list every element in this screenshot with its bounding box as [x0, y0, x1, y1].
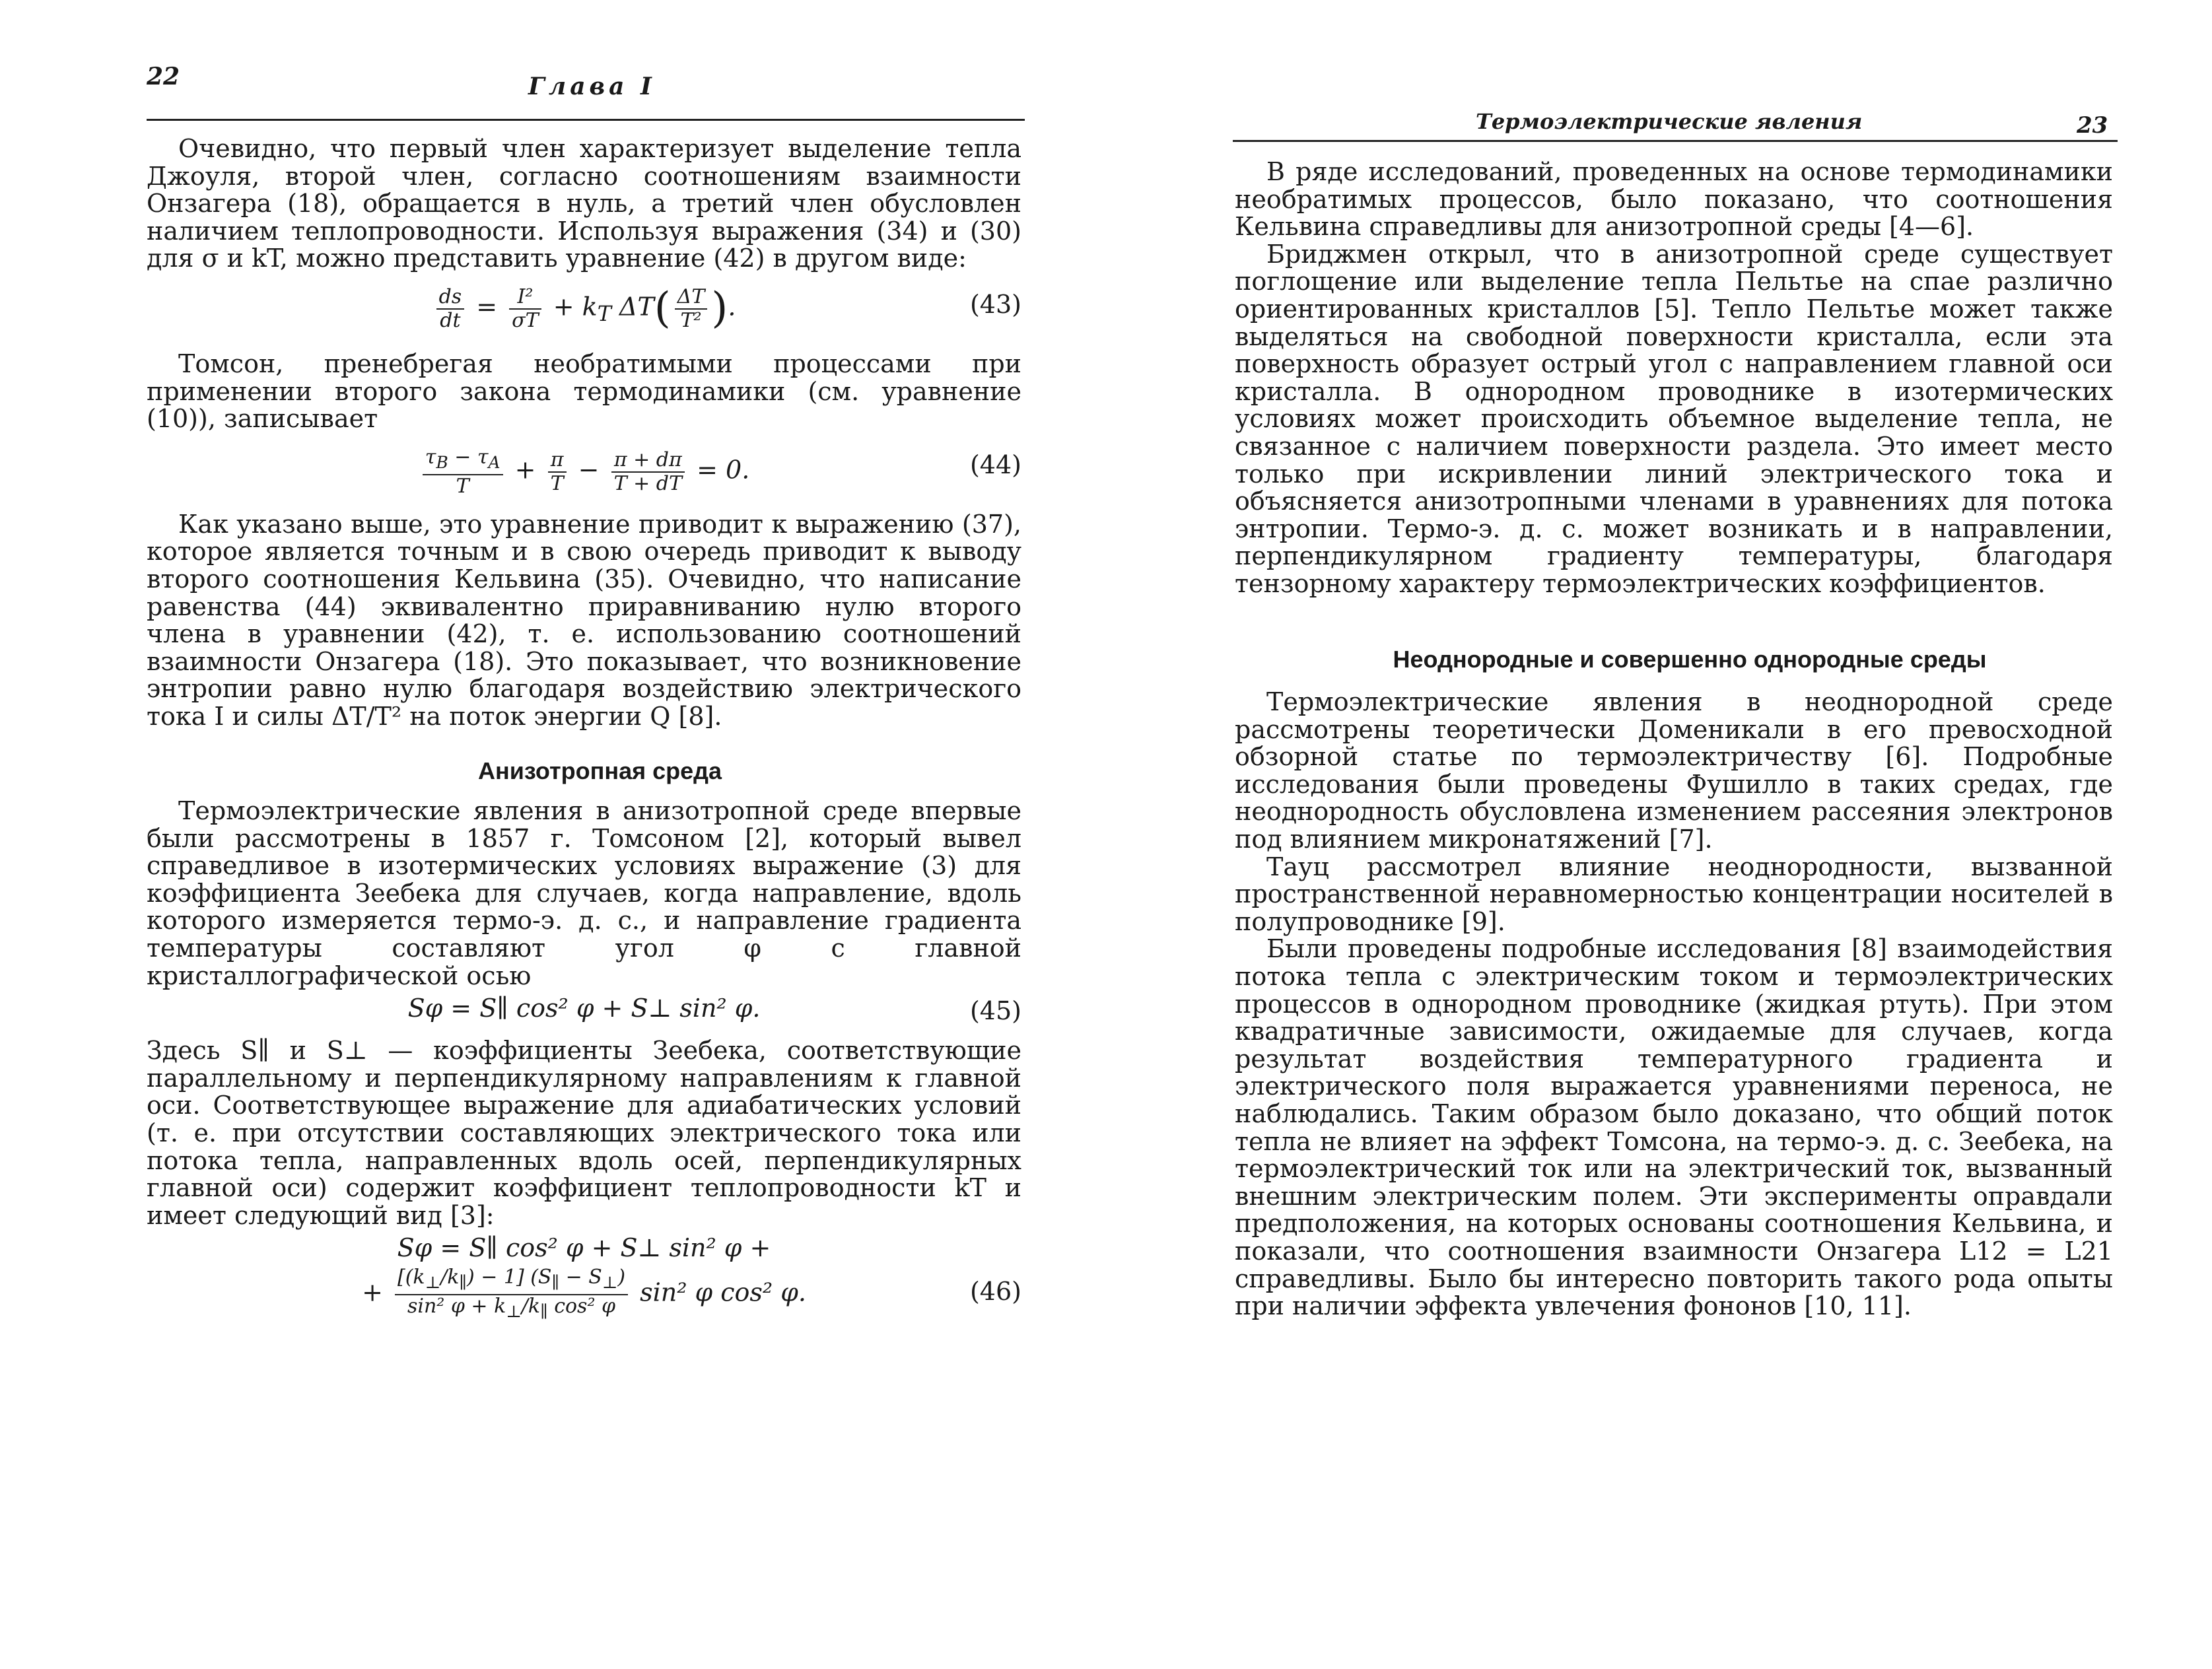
paragraph: Бриджмен открыл, что в анизотропной среде существует поглощение или выделение тепла Пельтье на спае различно ориентированных кристаллов [5]. Тепло Пельтье может также выделяться на свободной поверхности кристалла, если эта поверхность образует острый угол с направлением главной оси кристалла. В однородном проводнике в изотермических условиях может происходить объемное выделение тепла, не связанное с наличием поверхности раздела. Это имеет место только при искривлении линий электрического тока и объясняется анизотропными членами в уравнениях для потока энтропии. Термо-э. д. с. может возникать и в направлении, перпендикулярном градиенту температуры, благодаря тензорному характеру термоэлектрических коэффициентов. — [1235, 239, 2113, 598]
paragraph: Термоэлектрические явления в анизотропной среде впервые были рассмотрены в 1857 г. Томсоном [2], который вывел справедливое в изотермических условиях выражение (3) для коэффициента Зеебека для случаев, когда направление, вдоль которого измеряется термо-э. д. с., и направление градиента температуры составляют угол φ с главной кристаллографической осью — [147, 796, 1021, 990]
page-number-left: 22 — [147, 63, 180, 90]
equation-44 — [147, 433, 1021, 511]
paragraph: В ряде исследований, проведенных на основе термодинамики необратимых процессов, было показано, что соотношения Кельвина справедливы для анизотропной среды [4—6]. — [1235, 157, 2113, 242]
equation-45 — [147, 990, 1021, 1037]
equation-44-expression: $\frac{\tau_B - \tau_A}{T}$ + $\frac{\pi}{T}$ − $\frac{\pi + d\pi}{T + dT}$ = 0. — [147, 446, 1021, 498]
paragraph: Томсон, пренебрегая необратимыми процессами при применении второго закона термодинамики (см. уравнение (10)), записывает — [147, 349, 1021, 434]
equation-43 — [147, 273, 1021, 351]
equation-43-number: (43) — [969, 289, 1021, 319]
page-number-right: 23 — [2077, 112, 2108, 139]
right-page — [1106, 0, 2212, 1669]
paragraph: Здесь S∥ и S⊥ — коэффициенты Зеебека, соответствующие параллельному и перпендикулярному направлениям к главной оси. Соответствующее выражение для адиабатических условий (т. е. при отсутствии составляющих электрического тока или потока тепла, направленных вдоль осей, перпендикулярных главной оси) содержит коэффициент теплопроводности kT и имеет следующий вид [3]: — [147, 1036, 1021, 1230]
running-title: Термоэлектрические явления — [1476, 109, 1863, 134]
section-title-anisotropic: Анизотропная среда — [478, 757, 722, 784]
paragraph: Были проведены подробные исследования [8] взаимодействия потока тепла с электрическим током и термоэлектрических процессов в однородном проводнике (жидкая ртуть). При этом квадратичные зависимости, ожидаемые для случаев, когда результат воздействия температурного градиента и электрического поля выражается уравнениями переноса, не наблюдались. Таким образом было доказано, что общий поток тепла не влияет на эффект Томсона, на термо-э. д. с. Зеебека, на термоэлектрический ток или на электрический ток, вызванный внешним электрическим полем. Эти эксперименты оправдали предположения, на которых основаны соотношения Кельвина, и показали, что соотношения взаимности Онзагера L12 = L21 справедливы. Было бы интересно повторить такого рода опыты при наличии эффекта увлечения фононов [10, 11]. — [1235, 934, 2113, 1321]
paragraph: Тауц рассмотрел влияние неоднородности, вызванной пространственной неравномерностью концентрации носителей в полупроводнике [9]. — [1235, 852, 2113, 936]
equation-44-number: (44) — [969, 450, 1021, 479]
chapter-title: Глава I — [528, 73, 656, 100]
equation-45-expression: Sφ = S∥ cos² φ + S⊥ sin² φ. — [407, 994, 761, 1023]
paragraph: Очевидно, что первый член характеризует выделение тепла Джоуля, второй член, согласно соотношениям взаимности Онзагера (18), обращается в нуль, а третий член обусловлен наличием теплопроводности. Используя выражения (34) и (30) для σ и kT, можно представить уравнение (42) в другом виде: — [147, 134, 1021, 273]
header-rule-left — [147, 119, 1025, 121]
equation-46-line-2: + $\frac{[(k_\perp/k_\parallel) - 1] (S_\parallel - S_\perp)}{\sin^2 \varphi + k_\perp/k_\parallel \cos^2 \varphi}$ sin² φ cos² φ. — [362, 1266, 806, 1322]
equation-45-number: (45) — [969, 996, 1021, 1026]
section-title-inhomogeneous: Неоднородные и совершенно однородные среды — [1393, 645, 1987, 673]
equation-46-line-1: Sφ = S∥ cos² φ + S⊥ sin² φ + — [397, 1233, 771, 1263]
paragraph: Как указано выше, это уравнение приводит к выражению (37), которое является точным и в свою очередь приводит к выводу второго соотношения Кельвина (35). Очевидно, что написание равенства (44) эквивалентно приравниванию нулю второго члена в уравнении (42), т. е. использованию соотношений взаимности Онзагера (18). Это показывает, что возникновение энтропии равно нулю благодаря воздействию электрического тока I и силы ΔT/T² на поток энергии Q [8]. — [147, 509, 1021, 731]
right-body — [1235, 158, 2113, 1320]
paragraph: Термоэлектрические явления в неоднородной среде рассмотрены теоретически Доменикали в его превосходной обзорной статье по термоэлектричеству [6]. Подробные исследования были проведены Фушилло в таких средах, где неоднородность обусловлена изменением рассеяния электронов под влиянием микронатяжений [7]. — [1235, 687, 2113, 854]
header-rule-right — [1233, 140, 2118, 142]
equation-43-expression: $\frac{ds}{dt}$ = $\frac{\text{I²}}{\sigma T}$ + $k_T$ ΔT( $\frac{\Delta T}{\text{T²}}$ ). — [147, 286, 1021, 332]
equation-46 — [147, 1229, 1021, 1328]
left-body — [147, 135, 1021, 1328]
equation-46-number: (46) — [969, 1277, 1021, 1307]
